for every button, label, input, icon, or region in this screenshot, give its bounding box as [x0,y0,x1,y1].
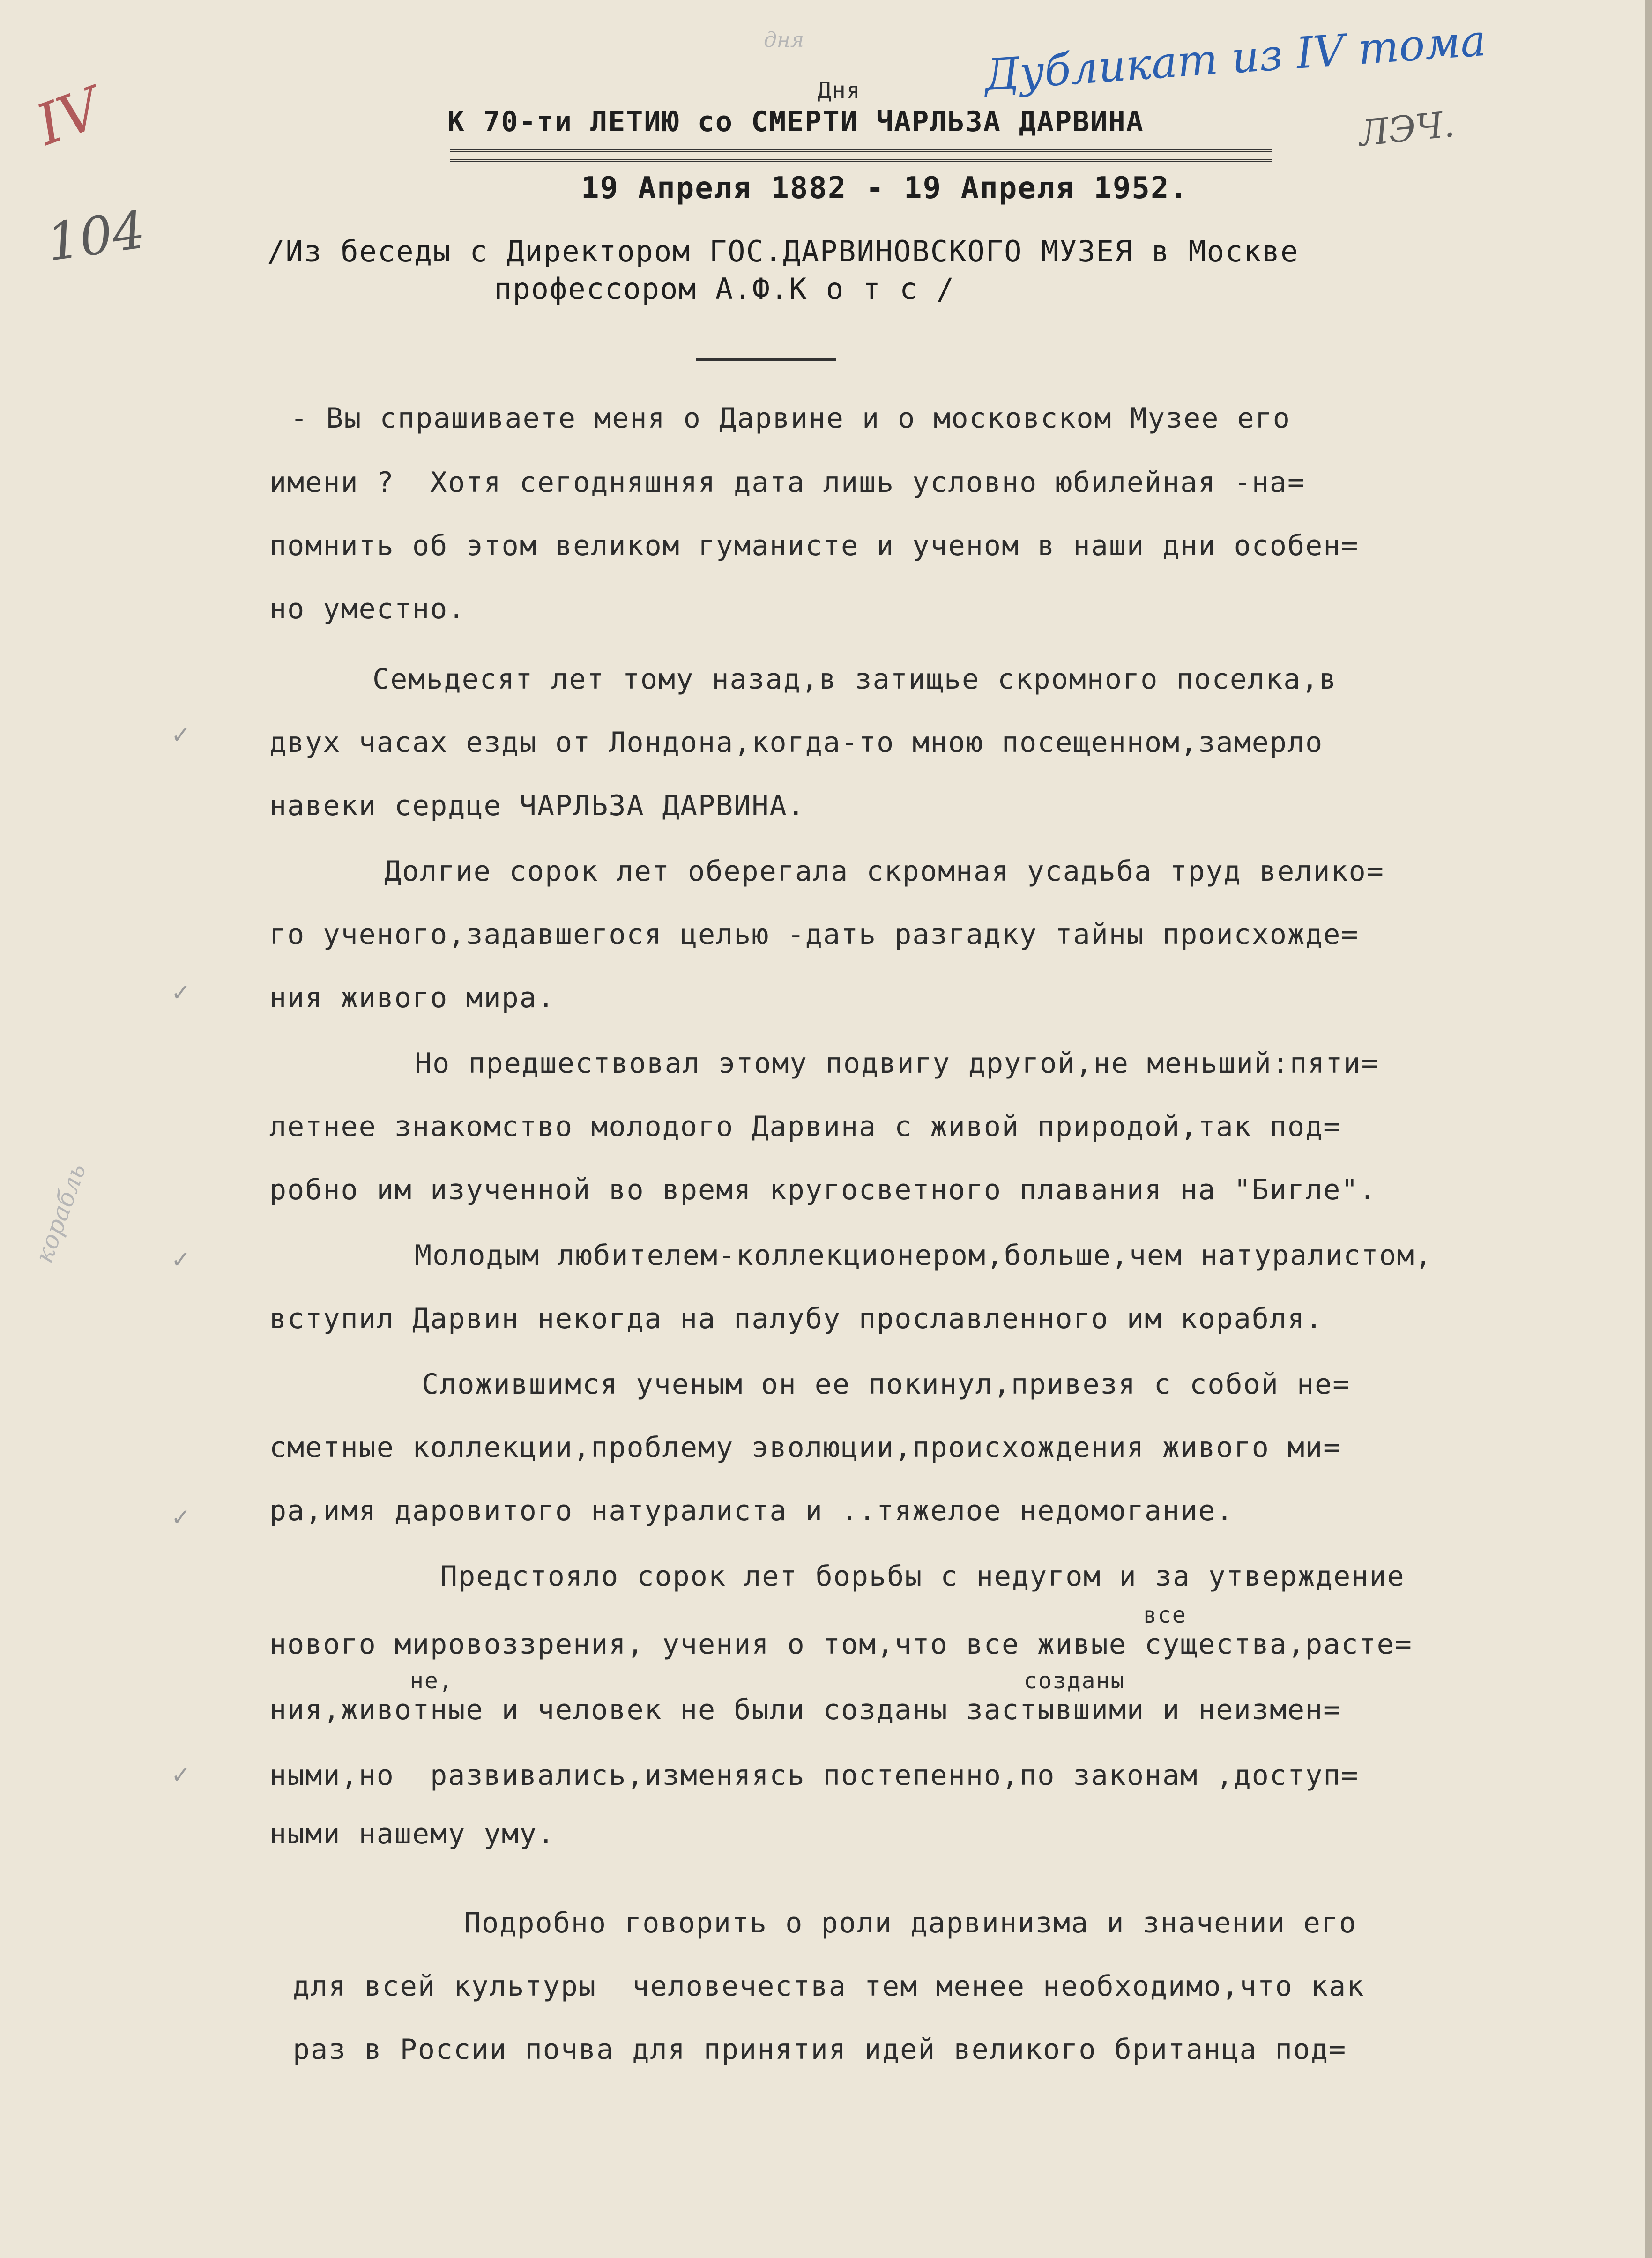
page-title: К 70-ти ЛЕТИЮ со СМЕРТИ ЧАРЛЬЗА ДАРВИНА [447,105,1144,138]
margin-check-mark: ✓ [171,1504,191,1531]
body-line: Предстояло сорок лет борьбы с недугом и за утверждение [440,1560,1405,1593]
body-line: Сложившимся ученым он ее покинул,привезя с собой не= [422,1368,1351,1401]
body-line: вступил Дарвин некогда на палубу прославленного им корабля. [269,1302,1324,1335]
body-line: двух часах езды от Лондона,когда-то мною посещенном,замерло [269,726,1324,759]
body-line: ния,животные и человек не были созданы застывшими и неизмен= [269,1694,1341,1726]
typed-insertion: созданы [1024,1668,1125,1694]
title-insert: Дня [818,77,861,104]
body-line: Но предшествовал этому подвигу другой,не меньший:пяти= [415,1047,1379,1080]
handwritten-note-top-right: Дубликат из IV тома [982,15,1488,101]
body-line: Долгие сорок лет оберегала скромная усадьба труд велико= [384,855,1384,888]
section-divider [696,358,836,361]
body-line: навеки сердце ЧАРЛЬЗА ДАРВИНА. [269,789,805,822]
subtitle-line: профессором А.Ф.К о т с / [494,272,955,306]
margin-check-mark: ✓ [171,1761,191,1789]
pencil-note-left-margin: корабль [30,1160,92,1267]
body-line: нового мировоззрения, учения о том,что все живые существа,расте= [269,1628,1413,1661]
body-line: сметные коллекции,проблему эволюции,происхождения живого ми= [269,1431,1341,1464]
body-line: ными нашему уму. [269,1818,555,1850]
body-line: ния живого мира. [269,981,555,1014]
body-line: ра,имя даровитого натуралиста и ..тяжелое недомогание. [269,1494,1234,1527]
body-line: робно им изученной во время кругосветного плавания на "Бигле". [269,1174,1377,1206]
body-line: для всей культуры человечества тем менее необходимо,что как [293,1970,1365,2003]
handwritten-folio-number: 104 [43,200,149,273]
typed-insertion: не, [410,1668,454,1694]
body-line: раз в России почва для принятия идей великого британца под= [293,2033,1347,2066]
margin-check-mark: ✓ [171,721,191,749]
body-line: но уместно. [269,593,466,625]
margin-check-mark: ✓ [171,979,191,1006]
title-underline [450,149,1272,152]
body-line: Семьдесят лет тому назад,в затищье скромного поселка,в [372,663,1337,696]
body-line: - Вы спрашиваете меня о Дарвине и о московском Музее его [290,402,1291,435]
body-line: помнить об этом великом гуманисте и ученом в наши дни особен= [269,529,1359,562]
body-line: имени ? Хотя сегодняшняя дата лишь условно юбилейная -на= [269,466,1306,499]
subtitle-line: /Из беседы с Директором ГОС.ДАРВИНОВСКОГО МУЗЕЯ в Москве [267,234,1299,268]
body-line: Молодым любителем-коллекционером,больше,чем натуралистом, [415,1239,1433,1272]
body-line: Подробно говорить о роли дарвинизма и значении его [464,1907,1357,1939]
body-line: го ученого,задавшегося целью -дать разгадку тайны происхожде= [269,918,1359,951]
body-line: летнее знакомство молодого Дарвина с живой природой,так под= [269,1110,1341,1143]
pencil-note-above-title: дня [764,28,804,52]
date-range: 19 Апреля 1882 - 19 Апреля 1952. [581,171,1189,206]
body-line: ными,но развивались,изменяясь постепенно,по законам ,доступ= [269,1759,1359,1792]
typed-insertion: все [1143,1602,1187,1628]
title-underline [450,159,1272,162]
margin-check-mark: ✓ [171,1246,191,1273]
page-edge [1645,0,1652,2258]
handwritten-code-right: ЛЭЧ. [1356,103,1457,155]
handwritten-roman-numeral: IV [28,75,110,158]
